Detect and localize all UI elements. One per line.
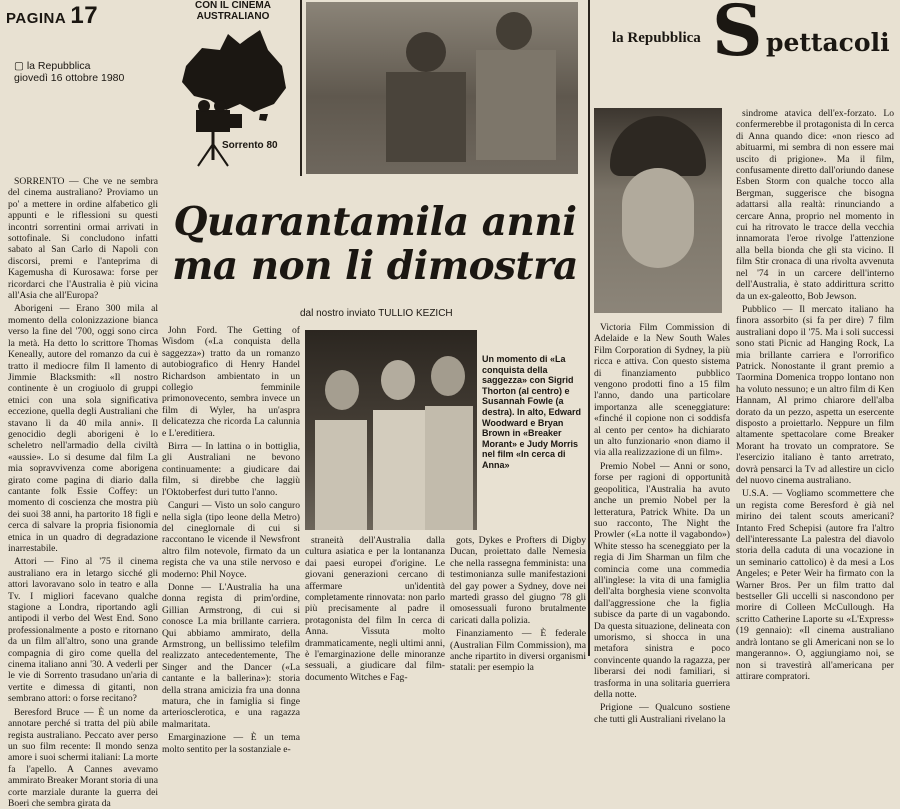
headline [160,200,590,288]
photo-judy-morris [594,108,722,313]
paragraph-emarginazione-cont: straneità dell'Australia dalla cultura asiatica e per la lontananza dai paesi europei d'origine. Le giovani generazioni cercano di affermare un'identità completamente rinnovata: non parlo più precisamente al padre il protagonista del film In cerca di Anna. Vissuta molto drammaticamente, negli ultimi anni, è l'emarginazione delle minoranze sessuali, a giudicare dal film-documento Witches e Fag- [305,535,445,683]
column-rule [588,0,590,656]
article-column-4 [450,535,586,674]
logo-title-line1: CON IL CINEMA [195,0,271,11]
publication-name: la Repubblica [26,60,91,72]
section-initial: S [712,0,763,72]
page-number-label [6,2,98,30]
paragraph-aborigeni: Aborigeni — Erano 300 mila al momento della colonizzazione bianca verso la fine del '700, oggi sono circa la metà. Ha detto lo scrittore Thomas Keneally, autore del romanzo da cui è tratto il mediocre film Il lamento di Jimmie Blacksmith: «Il nostro continente è un crogiuolo di gruppi etnici con una sola significativa eccezione, quella degli Australiani che stavano lì da 40 mila anni». Il genocidio degli aborigeni è lo scheletro nell'armadio della civiltà «aussie». Lo si desume dal film La mia sopravvivenza come aborigena girato come pagina di diario dalla cantante folk Essie Coffey: un momento di coscienza che mostra più dei suoi 38 anni, ha partorito 18 figli e cerca di salvare la propria fisionomia etnica in un quadro di degradazione inarrestabile. [8,303,158,554]
paragraph-beresford: Beresford Bruce — È un nome da annotare perché si tratta del più abile regista australiano. Peccato aver perso un suo film recente: Il mondo senza amore i suoi schermi italiani: La morte fa l'apello. A Cannes avevamo ammirato Breaker Morant storia di una corte marziale durante la guerra dei Boeri che sembra girata da [8,706,158,809]
paragraph-premio-nobel: Premio Nobel — Anni or sono, forse per ragioni di opportunità geopolitica, l'Australia ha avuto anche un premio Nobel per la letteratura, Patrick White. Da un suo racconto, The Night the Prowler («La notte il vagabondo») White stesso ha sceneggiato per la regia di Jim Sharman un film che comincia come una commedia all'inglese: la vita di una famiglia dell'alta borghesia viene sconvolta dall'aggressione che la figlia subisce da parte di un vagabondo. Da questa situazione, delineata con umorismo, si shocca in una metafora sinistra e poco convincente quando la ragazza, per liberarsi dei nodi familiari, si trasforma in una solitaria guerriera della notte. [594,460,730,700]
paragraph-emarginazione: Emarginazione — È un tema molto sentito per la sostanziale e- [162,732,300,755]
photo-breaker-morant [306,2,578,174]
paragraph-pubblico: Pubblico — Il mercato italiano ha finora assorbito (si fa per dire) 7 film australiani dopo il '75. Ma i soli successi sono stati Picnic ad Hanging Rock, La mia brillante carriera e l'orrorifico Patrick. Nonostante il grant premio a Taormina Domenica troppo lontano non ha voluto nessuno; e un altro film di Ken Hannam, Al primo chiarore dell'alba dorato da un pezzo, aspetta un esercente disposto a proiettarlo. Neppure un film altamente spettacolare come Breaker Morant ha trovato un compratore. Se l'esercizio italiano è tanto arretrato, dovrà pensarci la Tv ad allestire un ciclo del nuovo cinema australiano. [736,303,894,486]
article-column-3 [305,535,445,683]
paragraph-finanziamento: Finanziamento — È federale (Australian Film Commission), ma anche ripartito in diversi organismi statali: per esempio la [450,628,586,674]
headline-line1: Quarantamila anni [173,199,577,245]
article-column-6 [736,108,894,682]
square-bullet-icon: ▢ [14,60,27,72]
paragraph-getting-wisdom: John Ford. The Getting of Wisdom («La conquista della saggezza») tratto da un romanzo autobiografico di Henry Handel Richardson ambientato in un collegio femminile primonovecento, sembra invece un film di Wyler, ha un'aspra delicatezza che ricorda La calunnia e L'ereditiera. [162,325,300,439]
column-rule [300,0,302,176]
article-column-1 [8,176,158,809]
photo-caption: Un momento di «La conquista della saggezza» con Sigrid Thorton (al centro) e Susannah Fowle (a destra). In alto, Edward Woodward e Bryan Brown in «Breaker Morant» e Judy Morris nel film «In cerca di Anna» [482,354,582,470]
paragraph-birra: Birra — In lattina o in bottiglia, gli Australiani ne bevono continuamente: a giudicare dai film, si direbbe che laggiù l'Oktoberfest duri tutto l'anno. [162,441,300,498]
movie-camera-icon [190,100,250,170]
festival-logo [168,0,298,180]
byline: dal nostro inviato TULLIO KEZICH [300,308,453,319]
paragraph-ex-forzato: sindrome atavica dell'ex-forzato. Lo confermerebbe il protagonista di In cerca di Anna quando dice: «non riesco ad abituarmi, mi sembra di non essere mai uscito di prigione». Ma il film, confusamente diretto dall'oriundo danese Esben Storm con qualche tocco alla Bergman, suggerisce che bisogna adattarsi alla realtà: rinunciando a cercare Anna, proprio nel momento in cui ha ritrovato le tracce della vecchia innamorata l'eroe rivolge l'attenzione alla bella bionda che gli sta vicino. Il film Stir cronaca di una rivolta avvenuta nel '74 in un carcere dell'interno dell'Australia, è stato addirittura scritto da un ex-galeotto, Bob Jewson. [736,108,894,302]
paragraph-usa: U.S.A. — Vogliamo scommettere che un regista come Beresford è già nel mirino dei talent scouts americani? Intanto Fred Schepisi (autore fra l'altro dell'interessante La palestra del diavolo storia della caduta di una vocazione in un seminario cattolico) è da mesi a Los Angeles; e Peter Weir ha firmato con la Warner Bros. Per un film tratto dal bestseller Gli uccelli si nascondono per morire di Colleen McCullough. Ha scritto Catherine Laporte su «L'Express» (19 gennaio): «Il cinema australiano andrà lontano se gli Americani non se lo mangeranno». O, aggiungiamo noi, se non si travestirà all'americana per attirare compratori. [736,488,894,682]
publication-date: giovedì 16 ottobre 1980 [14,72,125,84]
logo-title-line2: AUSTRALIANO [196,11,270,22]
section-title: pettacoli [766,28,890,57]
publication-date-block [14,60,124,84]
page-label: PAGINA [6,10,66,27]
photo-conquista-saggezza [305,330,477,530]
article-column-2 [162,325,300,755]
headline-line2: ma non li dimostra [172,243,578,289]
logo-badge: Sorrento 80 [222,140,278,151]
paragraph-film-commission: Victoria Film Commission di Adelaide e la New South Wales Film Corporation di Sydney, la più ricca e attiva. Con questo sistema di finanziamento pubblico vengono prodotti fino a 15 film l'anno, dando una particolare importanza alle sceneggiature: «finché il copione non ci soddisfa al cento per cento» ha dichiarato un alto funzionario «non diamo il via alla realizzazione di un film». [594,322,730,459]
paragraph-attori: Attori — Fino al '75 il cinema australiano era in letargo sicché gli attori lavoravano solo in teatro e alla Tv. I migliori facevano qualche stagione a Londra, riportando agli antipodi il verbo del West End. Sono professionalmente a posto e ritornano da un film all'altro, sono una grande compagnia di giro come quella del cinema italiano anni '30. A vederli per le vie di Sorrento trasudano un'aria di vertite e dimessa di gitanti, non sembrano attori: o forse recitano? [8,556,158,705]
page-number: 17 [70,2,99,29]
paragraph-gay-power: gots, Dykes e Profters di Digby Ducan, proiettato dalle Nemesia che nella rassegna femminista: una testimonianza sulle manifestazioni del gay power a Sydney, dove nei martedì grasso del giugno '78 gli omosessuali furono brutalmente caricati dalla polizia. [450,535,586,626]
paragraph-prigione: Prigione — Qualcuno sostiene che tutti gli Australiani rivelano la [594,702,730,725]
masthead-publication: la Repubblica [612,30,701,46]
paragraph-donne: Donne — L'Australia ha una donna regista di prim'ordine, Gillian Armstrong, di cui si conosce La mia brillante carriera. Qui abbiamo ammirato, della Armstrong, un bellissimo telefilm realizzato antecedentemente, The Singer and the Dancer («La cantante e la ballerina»): storia della strana amicizia fra una donna matura, che in famiglia si finge arteriosclerotica, e una ragazza malmaritata. [162,581,300,730]
paragraph-intro: SORRENTO — Che ve ne sembra del cinema australiano? Proviamo un po' a mettere in ordine alfabetico gli appunti e le riflessioni su questi incontri sorrentini ormai arrivati in sottofinale. Si concludono infatti sabato al San Carlo di Napoli con discorsi, premi e l'anteprima di Kagemusha di Kurosawa: forse per ricordarci che l'Australia è più vicina all'Asia che all'Europa? [8,176,158,302]
paragraph-canguri: Canguri — Visto un solo canguro nella sigla (tipo leone della Metro) del cineglornale di cui si raccontano le vicende il Newsfront altro film notevole, firmato da un regista che va una stile nervoso e moderno: Phil Noyce. [162,500,300,580]
article-column-5 [594,322,730,725]
